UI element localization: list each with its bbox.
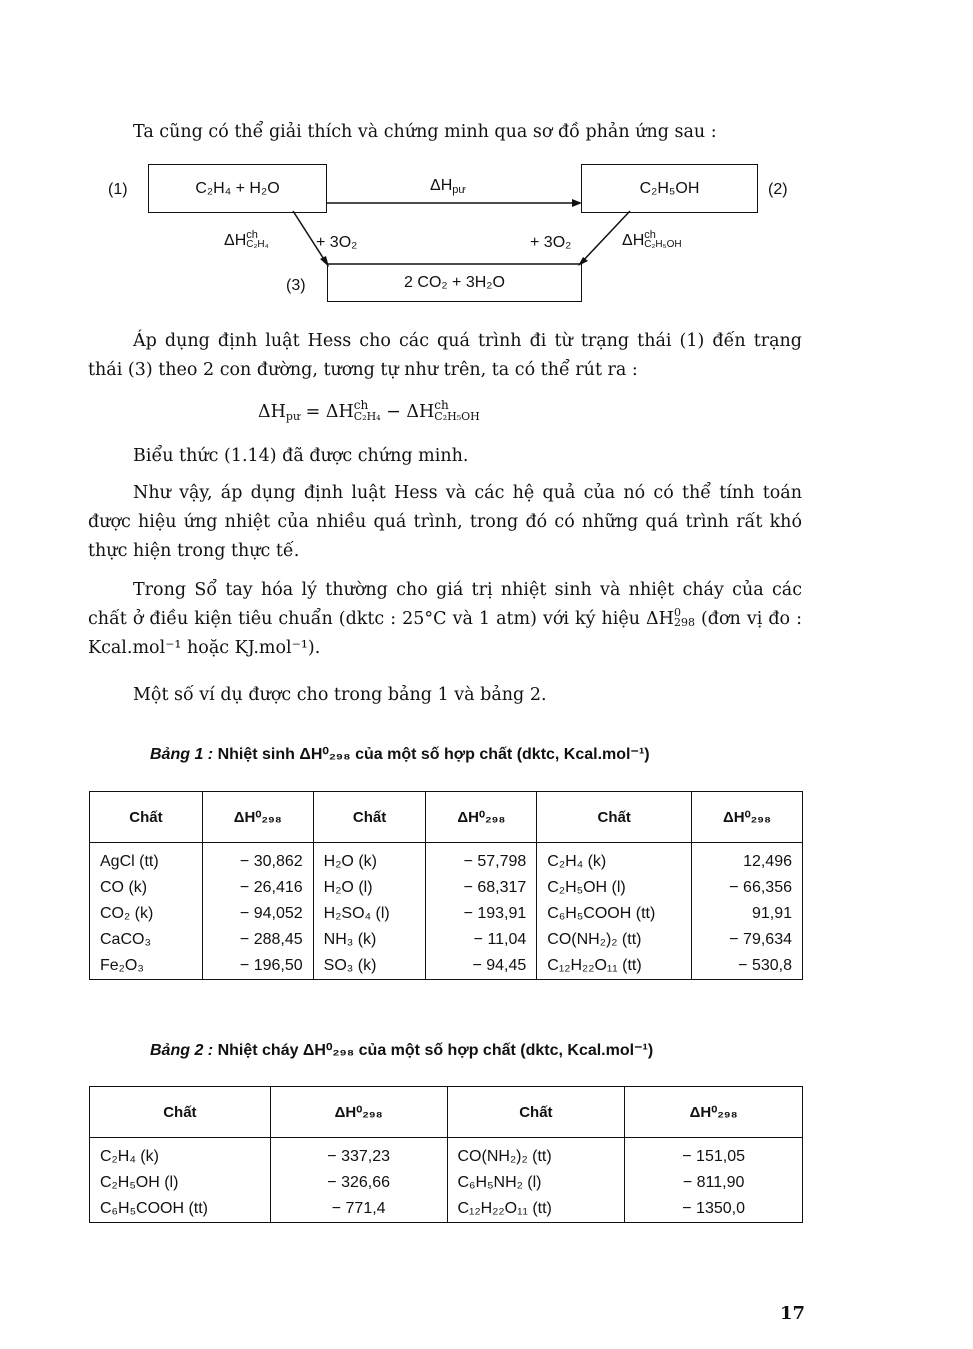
table1-header-dh: ΔH⁰₂₉₈	[426, 792, 537, 843]
table1	[89, 791, 803, 980]
table2-header-dh: ΔH⁰₂₉₈	[270, 1087, 447, 1138]
table-row	[90, 953, 803, 980]
table-cell: − 530,8	[692, 953, 803, 980]
table-cell: − 30,862	[202, 843, 313, 876]
table-cell: CO (k)	[90, 875, 203, 901]
table2-header-chat: Chất	[447, 1087, 625, 1138]
state-label-3: (3)	[286, 277, 306, 294]
right-enthalpy-label: ΔH ch C₂H₅OH	[622, 229, 682, 250]
state-box-1: C₂H₄ + H₂O	[148, 164, 327, 213]
table-cell: C₁₂H₂₂O₁₁ (tt)	[537, 953, 692, 980]
arrow-right-head	[578, 257, 588, 266]
table-cell: − 94,45	[426, 953, 537, 980]
table1-header-chat: Chất	[90, 792, 203, 843]
table-cell: Fe₂O₃	[90, 953, 203, 980]
state-box-3: 2 CO₂ + 3H₂O	[327, 264, 582, 302]
table-cell: C₆H₅COOH (tt)	[90, 1196, 271, 1223]
left-oxygen-label: + 3O₂	[316, 234, 358, 251]
table-row	[90, 901, 803, 927]
arrow-right-line	[580, 211, 630, 264]
formula: $\Delta H_{pư} = \Delta H$ ch C₂H₄ − ΔH ch C₂H₅OH	[258, 398, 480, 423]
table-row	[90, 1170, 803, 1196]
table-cell: − 1350,0	[625, 1196, 803, 1223]
left-enthalpy-label: ΔH ch C₂H₄	[224, 229, 269, 250]
table-cell: − 771,4	[270, 1196, 447, 1223]
arrow-left-head	[320, 256, 329, 267]
table2-header-row	[90, 1087, 803, 1138]
table-cell: − 337,23	[270, 1138, 447, 1171]
arrow-top-label: $\Delta H_{pư}$	[430, 177, 466, 196]
table-cell: 91,91	[692, 901, 803, 927]
diagram-arrows	[0, 0, 973, 320]
table-cell: AgCl (tt)	[90, 843, 203, 876]
table-cell: − 57,798	[426, 843, 537, 876]
table1-header-dh: ΔH⁰₂₉₈	[692, 792, 803, 843]
table-cell: CaCO₃	[90, 927, 203, 953]
table-cell: − 151,05	[625, 1138, 803, 1171]
table-cell: H₂O (k)	[313, 843, 426, 876]
table-row	[90, 1196, 803, 1223]
state-label-2: (2)	[768, 181, 788, 198]
table1-header-row	[90, 792, 803, 843]
table-cell: − 811,90	[625, 1170, 803, 1196]
table-cell: − 196,50	[202, 953, 313, 980]
table2-header-dh: ΔH⁰₂₉₈	[625, 1087, 803, 1138]
table-row	[90, 843, 803, 876]
paragraph-examples: Một số ví dụ được cho trong bảng 1 và bảng 2.	[133, 685, 547, 705]
table2-caption: Bảng 2 : Nhiệt cháy ΔH⁰₂₉₈ của một số hợp chất (dktc, Kcal.mol⁻¹)	[150, 1042, 654, 1059]
paragraph-applications: Như vậy, áp dụng định luật Hess và các hệ quả của nó có thể tính toán được hiệu ứng nhiệt của nhiều quá trình, trong đó có những quá trình rất khó thực hiện trong thực tế.	[88, 483, 802, 561]
table-cell: − 288,45	[202, 927, 313, 953]
table-cell: H₂O (l)	[313, 875, 426, 901]
table-cell: SO₃ (k)	[313, 953, 426, 980]
paragraph-handbook: Trong Sổ tay hóa lý thường cho giá trị nhiệt sinh và nhiệt cháy của các chất ở điều kiện tiêu chuẩn (dktc : 25°C và 1 atm) với ký hiệu ΔH 0 298 (đơn vị đo : Kcal.mol⁻¹ hoặc KJ.mol⁻¹).	[88, 580, 802, 658]
table1-header-chat: Chất	[537, 792, 692, 843]
table-cell: C₂H₄ (k)	[537, 843, 692, 876]
table-cell: C₂H₅OH (l)	[90, 1170, 271, 1196]
right-oxygen-label: + 3O₂	[530, 234, 572, 251]
table-cell: − 11,04	[426, 927, 537, 953]
table-cell: C₂H₅OH (l)	[537, 875, 692, 901]
table-row	[90, 875, 803, 901]
table-cell: C₆H₅NH₂ (l)	[447, 1170, 625, 1196]
table-cell: − 66,356	[692, 875, 803, 901]
table-row	[90, 1138, 803, 1171]
table-cell: 12,496	[692, 843, 803, 876]
paragraph-hess: Áp dụng định luật Hess cho các quá trình đi từ trạng thái (1) đến trạng thái (3) theo 2 con đường, tương tự như trên, ta có thể rút ra :	[88, 331, 802, 380]
arrow-top-head	[572, 199, 582, 207]
state-box-2: C₂H₅OH	[581, 164, 758, 213]
paragraph-proven: Biểu thức (1.14) đã được chứng minh.	[133, 446, 469, 466]
table1-header-chat: Chất	[313, 792, 426, 843]
table-cell: H₂SO₄ (l)	[313, 901, 426, 927]
table1-header-dh: ΔH⁰₂₉₈	[202, 792, 313, 843]
table-cell: C₁₂H₂₂O₁₁ (tt)	[447, 1196, 625, 1223]
table2-header-chat: Chất	[90, 1087, 271, 1138]
intro-text: Ta cũng có thể giải thích và chứng minh qua sơ đồ phản ứng sau :	[133, 122, 717, 142]
table2	[89, 1086, 803, 1223]
page-number: 17	[779, 1303, 805, 1324]
table-cell: − 79,634	[692, 927, 803, 953]
table-cell: − 26,416	[202, 875, 313, 901]
table1-caption: Bảng 1 : Nhiệt sinh ΔH⁰₂₉₈ của một số hợp chất (dktc, Kcal.mol⁻¹)	[150, 746, 650, 763]
table-cell: − 94,052	[202, 901, 313, 927]
table-cell: − 68,317	[426, 875, 537, 901]
table-cell: C₂H₄ (k)	[90, 1138, 271, 1171]
table-cell: NH₃ (k)	[313, 927, 426, 953]
table-cell: CO(NH₂)₂ (tt)	[537, 927, 692, 953]
arrow-left-line	[293, 211, 327, 264]
table-cell: CO(NH₂)₂ (tt)	[447, 1138, 625, 1171]
table-cell: C₆H₅COOH (tt)	[537, 901, 692, 927]
state-label-1: (1)	[108, 181, 128, 198]
table-row	[90, 927, 803, 953]
table-cell: − 193,91	[426, 901, 537, 927]
table-cell: − 326,66	[270, 1170, 447, 1196]
table-cell: CO₂ (k)	[90, 901, 203, 927]
